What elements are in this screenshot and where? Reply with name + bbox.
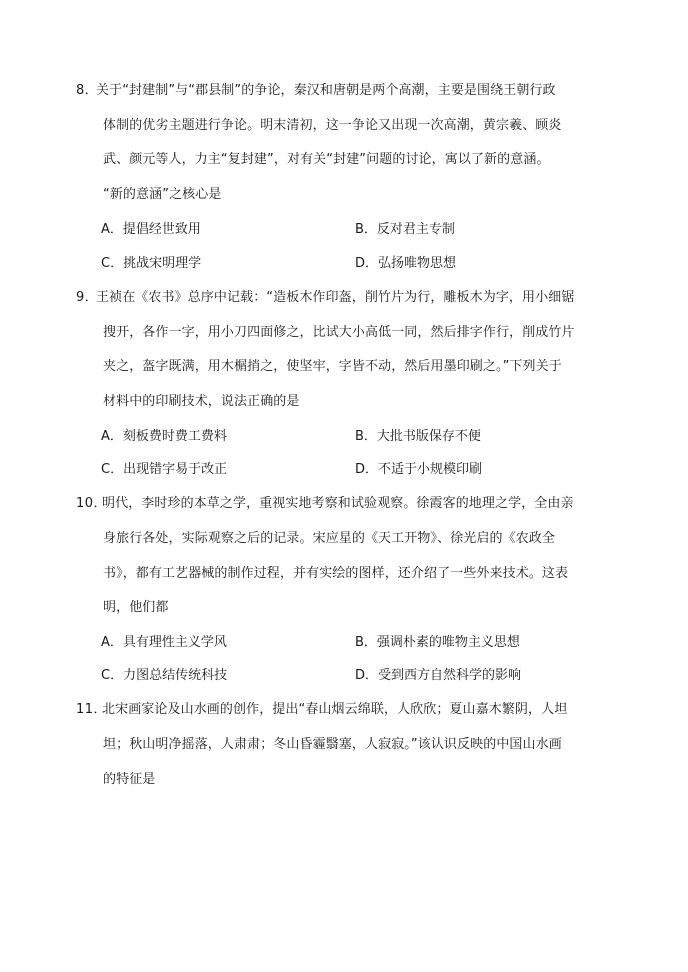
question-text-line: 夹之，盔字既满，用木榍捎之，使坚牢，字皆不动，然后用墨印刷之。”下列关于 xyxy=(103,359,562,374)
option-b[interactable]: B．反对君主专制 xyxy=(355,222,455,237)
question-text-line: 搜开，各作一字，用小刀四面修之，比试大小高低一同，然后排字作行，削成竹片 xyxy=(103,325,575,340)
option-d[interactable]: D．不适于小规模印刷 xyxy=(355,462,483,477)
question-text-line: 体制的优劣主题进行争论。明末清初，这一争论又出现一次高潮，黄宗羲、顾炎 xyxy=(103,118,562,133)
option-d[interactable]: D．弘扬唯物思想 xyxy=(355,256,457,271)
question-text-line: “新的意涵”之核心是 xyxy=(103,187,222,202)
option-b[interactable]: B．大批书版保存不便 xyxy=(355,429,481,444)
option-c[interactable]: C．出现错字易于改正 xyxy=(101,462,228,477)
option-c[interactable]: C．力图总结传统科技 xyxy=(101,668,228,683)
question-text-line: 明，他们都 xyxy=(103,600,169,615)
question-text-line: 书》，都有工艺器械的制作过程，并有实绘的图样，还介绍了一些外来技术。这表 xyxy=(103,566,569,581)
question-text-line: 材料中的印刷技术，说法正确的是 xyxy=(103,394,300,409)
question-text-line: 明代，李时珍的本草之学，重视实地考察和试验观察。徐霞客的地理之学，全由亲 xyxy=(102,496,574,511)
question-number: 10． xyxy=(76,496,108,511)
option-a[interactable]: A．提倡经世致用 xyxy=(101,222,201,237)
option-b[interactable]: B．强调朴素的唯物主义思想 xyxy=(355,635,520,650)
question-text-line: 坦；秋山明净摇落，人肃肃；冬山昏霾翳塞，人寂寂。”该认识反映的中国山水画 xyxy=(103,737,562,752)
question-text-line: 的特征是 xyxy=(103,772,156,787)
question-text-line: 关于“封建制”与“郡县制”的争论，秦汉和唐朝是两个高潮，主要是围绕王朝行政 xyxy=(96,83,556,98)
question-number: 8． xyxy=(76,83,99,98)
question-text-line: 武、颜元等人，力主“复封建”，对有关“封建”问题的讨论，寓以了新的意涵。 xyxy=(103,152,550,167)
option-d[interactable]: D．受到西方自然科学的影响 xyxy=(355,668,522,683)
question-number: 9． xyxy=(76,290,99,305)
question-number: 11． xyxy=(76,702,108,717)
option-a[interactable]: A．具有理性主义学风 xyxy=(101,635,227,650)
option-c[interactable]: C．挑战宋明理学 xyxy=(101,256,202,271)
question-text-line: 身旅行各处，实际观察之后的记录。宋应星的《天工开物》、徐光启的《农政全 xyxy=(103,531,556,546)
question-text-line: 北宋画家论及山水画的创作，提出“春山烟云绵联，人欣欣；夏山嘉木繁阴，人坦 xyxy=(102,702,568,717)
question-text-line: 王祯在《农书》总序中记载：“造板木作印盔，削竹片为行，雕板木为字，用小细锯 xyxy=(96,290,575,305)
option-a[interactable]: A．刻板费时费工费料 xyxy=(101,429,227,444)
